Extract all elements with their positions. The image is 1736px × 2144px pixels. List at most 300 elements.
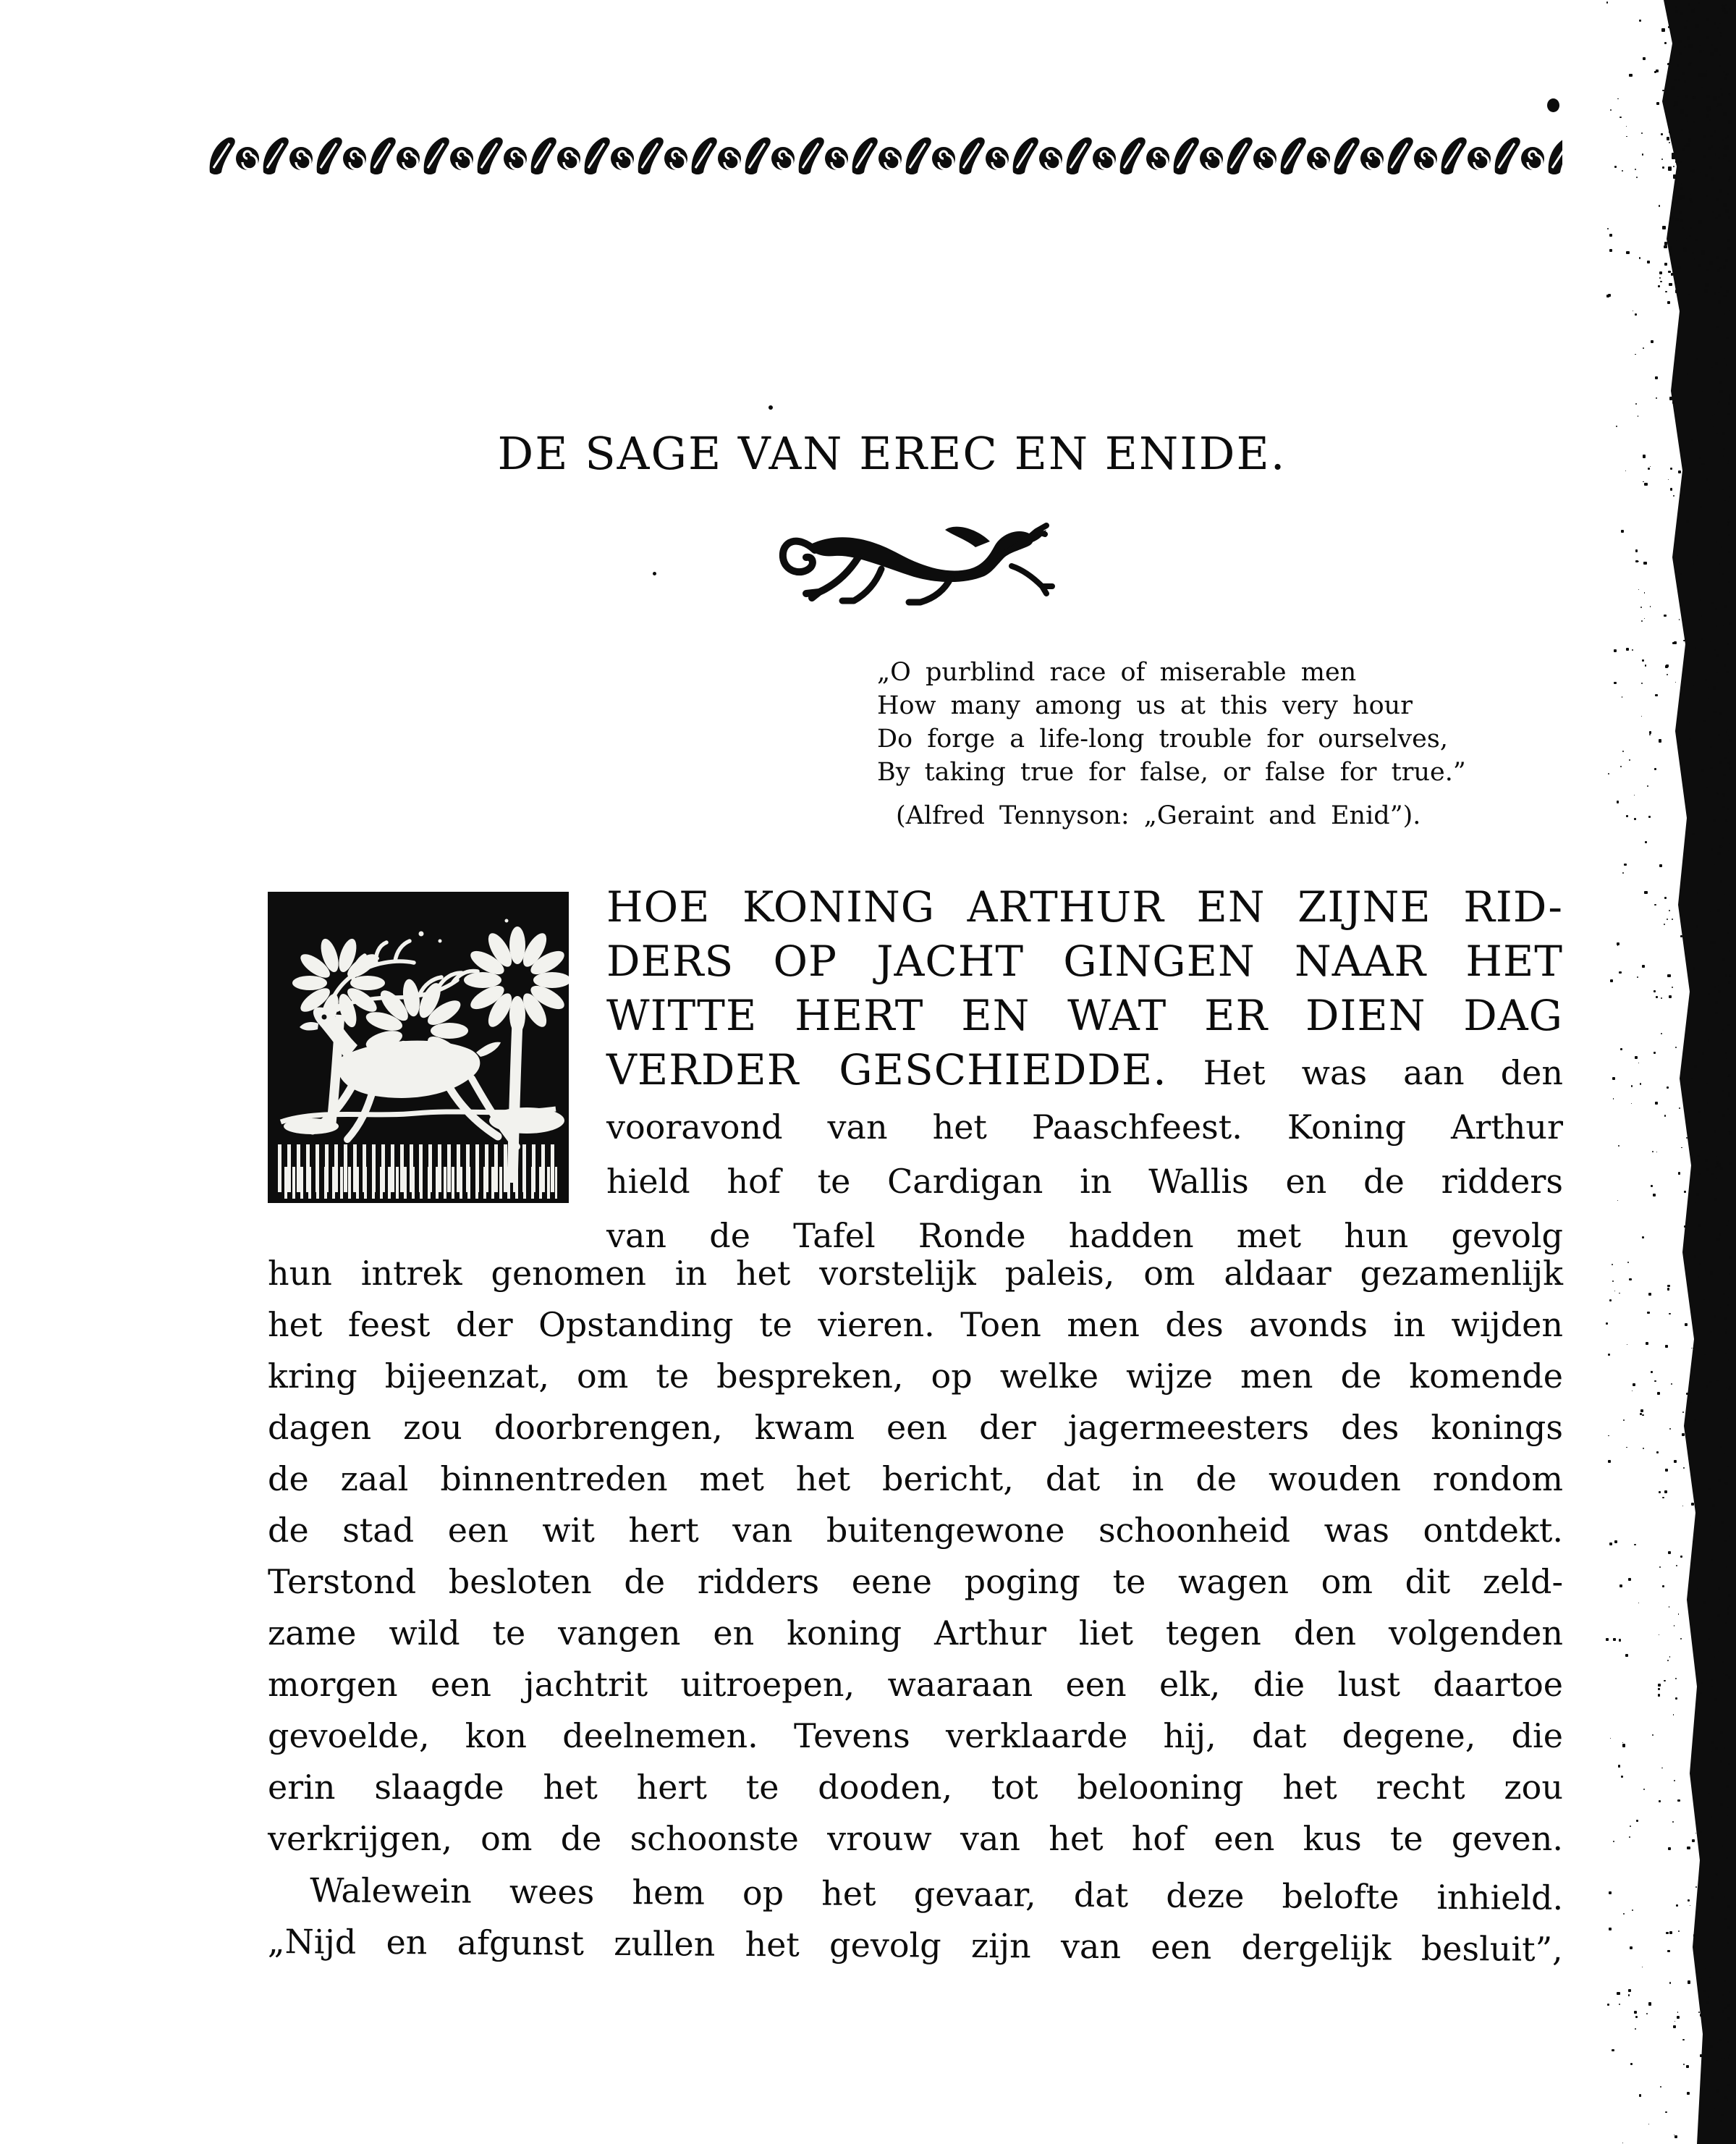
scan-noise-dot: [1727, 1108, 1729, 1110]
scan-noise-dot: [1668, 26, 1669, 28]
scan-noise-dot: [1693, 967, 1695, 970]
scan-noise-dot: [1700, 2014, 1703, 2017]
scan-noise-dot: [1609, 249, 1612, 252]
scan-noise-dot: [1623, 1419, 1625, 1421]
scan-noise-dot: [1725, 1482, 1728, 1485]
scan-noise-dot: [1682, 148, 1685, 151]
scan-noise-dot: [1639, 2094, 1642, 2097]
scan-noise-dot: [1706, 36, 1709, 39]
scan-noise-dot: [1722, 806, 1724, 808]
scan-noise-dot: [1673, 495, 1674, 497]
scan-noise-dot: [1670, 488, 1673, 491]
text-line: het feest der Opstanding te vieren. Toen men des avonds in wijden: [268, 1305, 1563, 1344]
scan-noise-dot: [1711, 1751, 1712, 1752]
scan-noise-dot: [1607, 2004, 1609, 2006]
scan-noise-dot: [1642, 659, 1644, 662]
scan-noise-dot: [1675, 218, 1680, 222]
scan-noise-dot: [1613, 1638, 1616, 1641]
scan-noise-dot: [1610, 1738, 1611, 1739]
scan-noise-dot: [1658, 1684, 1661, 1687]
scan-noise-dot: [1719, 1233, 1721, 1236]
scan-noise-dot: [1687, 373, 1688, 375]
scan-noise-dot: [1607, 228, 1609, 229]
scan-noise-dot: [1706, 18, 1709, 21]
scan-noise-dot: [1679, 211, 1682, 214]
scan-noise-dot: [1618, 1145, 1619, 1147]
scan-noise-dot: [1706, 1083, 1708, 1084]
scan-noise-dot: [1688, 3, 1690, 6]
scan-noise-dot: [1706, 2001, 1709, 2004]
scan-noise-dot: [1698, 264, 1701, 267]
scan-noise-dot: [1694, 1065, 1697, 1068]
scan-noise-dot: [1724, 664, 1726, 667]
scan-noise-dot: [1694, 1255, 1697, 1258]
scan-noise-dot: [1724, 11, 1728, 15]
scan-noise-dot: [1654, 1380, 1656, 1382]
scan-noise-dot: [1724, 1317, 1727, 1320]
scan-noise-dot: [1729, 394, 1731, 397]
scan-noise-dot: [1728, 402, 1730, 405]
scan-noise-dot: [1691, 1156, 1694, 1159]
scan-noise-dot: [1658, 1688, 1660, 1690]
scan-noise-dot: [1717, 269, 1720, 272]
scan-noise-dot: [1703, 73, 1707, 77]
scan-noise-dot: [1657, 1392, 1660, 1395]
scan-noise-dot: [1621, 1776, 1623, 1778]
scan-noise-dot: [1724, 77, 1727, 79]
scan-noise-dot: [1625, 1654, 1628, 1657]
scan-noise-dot: [1643, 481, 1644, 483]
scan-noise-dot: [1683, 640, 1685, 642]
scan-noise-dot: [1727, 463, 1729, 464]
scan-noise-dot: [1722, 1029, 1724, 1031]
scan-noise-dot: [1716, 256, 1718, 258]
scroll-frieze-ornament: [208, 135, 1562, 177]
scan-noise-dot: [1701, 638, 1703, 640]
scan-noise-dot: [1720, 32, 1722, 34]
scan-noise-dot: [1609, 234, 1612, 237]
scan-noise-dot: [1718, 214, 1721, 216]
scan-noise-dot: [1723, 774, 1726, 777]
scan-noise-dot: [1705, 1390, 1706, 1391]
scan-noise-dot: [1695, 1202, 1696, 1203]
scan-noise-dot: [1638, 561, 1639, 562]
scan-noise-dot: [1667, 301, 1670, 304]
scan-noise-dot: [1715, 153, 1717, 156]
scan-noise-dot: [1729, 904, 1730, 906]
scan-noise-dot: [1697, 892, 1698, 894]
scan-noise-dot: [1678, 1172, 1680, 1174]
scan-noise-dot: [1703, 1990, 1705, 1992]
scan-noise-dot: [1683, 2064, 1685, 2065]
scan-noise-dot: [1725, 259, 1728, 262]
scan-noise-dot: [1729, 622, 1732, 625]
scan-noise-dot: [1728, 521, 1730, 523]
scan-noise-dot: [1622, 751, 1624, 752]
scan-noise-dot: [1705, 1159, 1708, 1162]
scan-noise-dot: [1723, 203, 1727, 206]
scan-noise-dot: [1659, 271, 1662, 274]
scan-noise-dot: [1609, 1891, 1612, 1894]
scan-noise-dot: [1727, 193, 1729, 195]
scan-noise-dot: [1724, 145, 1729, 150]
scan-noise-dot: [1722, 1114, 1725, 1117]
scan-noise-dot: [1729, 496, 1731, 498]
scan-noise-dot: [1617, 98, 1619, 100]
scan-noise-dot: [1653, 1194, 1656, 1196]
scan-noise-dot: [1656, 69, 1659, 72]
scan-noise-dot: [1723, 625, 1724, 626]
scan-noise-dot: [1651, 1371, 1653, 1373]
scan-noise-dot: [1706, 1141, 1707, 1143]
scan-noise-dot: [1687, 2092, 1690, 2095]
scan-noise-dot: [1628, 1578, 1630, 1580]
scan-noise-dot: [1714, 1698, 1717, 1701]
scan-noise-dot: [1710, 1271, 1713, 1274]
scan-noise-dot: [1666, 1932, 1669, 1935]
scan-noise-dot: [1630, 1946, 1633, 1949]
scan-noise-dot: [1727, 1942, 1729, 1943]
scan-noise-dot: [1669, 1982, 1671, 1983]
scan-noise-dot: [1727, 1926, 1730, 1929]
scan-noise-dot: [1684, 464, 1687, 467]
scan-noise-dot: [1729, 8, 1731, 10]
scan-noise-dot: [1675, 1697, 1677, 1700]
scan-noise-dot: [1667, 137, 1669, 140]
scan-noise-dot: [1711, 177, 1715, 181]
scan-noise-dot: [1729, 739, 1732, 742]
scan-noise-dot: [1727, 1612, 1730, 1615]
scan-noise-dot: [1639, 20, 1641, 22]
scan-noise-dot: [1648, 2002, 1651, 2005]
epigraph-attribution: (Alfred Tennyson: „Geraint and Enid”).: [896, 801, 1421, 830]
scan-noise-dot: [1698, 73, 1703, 77]
scan-noise-dot: [1675, 6, 1677, 8]
scan-noise-dot: [1659, 739, 1661, 742]
scan-noise-dot: [1724, 1918, 1727, 1920]
scan-noise-dot: [1638, 415, 1639, 417]
scan-noise-dot: [1719, 189, 1722, 193]
scan-noise-dot: [1641, 716, 1642, 717]
scan-noise-dot: [1662, 1497, 1664, 1499]
scan-noise-dot: [1725, 1052, 1727, 1054]
scan-noise-dot: [1701, 463, 1704, 465]
scan-noise-dot: [1673, 166, 1674, 167]
scan-noise-dot: [1665, 2111, 1667, 2113]
scan-noise-dot: [1727, 1807, 1729, 1808]
scan-noise-dot: [1661, 1033, 1662, 1034]
scan-noise-dot: [1695, 239, 1698, 241]
scan-noise-dot: [1698, 220, 1701, 224]
scan-noise-dot: [1714, 1130, 1716, 1132]
text-line: morgen een jachtrit uitroepen, waaraan een elk, die lust daartoe: [268, 1665, 1563, 1704]
scan-noise-dot: [1723, 148, 1724, 149]
scan-noise-dot: [1692, 1749, 1693, 1750]
scan-noise-dot: [1713, 819, 1716, 822]
scan-noise-dot: [1696, 925, 1698, 927]
scan-noise-dot: [1675, 290, 1679, 293]
scan-noise-dot: [1710, 767, 1712, 769]
scan-noise-dot: [1727, 1418, 1728, 1419]
scan-noise-dot: [1718, 96, 1720, 98]
text-line: van de Tafel Ronde hadden met hun gevolg: [606, 1216, 1563, 1255]
scan-noise-dot: [1724, 605, 1727, 608]
scan-noise-dot: [1704, 1354, 1706, 1355]
scan-noise-dot: [1648, 468, 1650, 470]
scan-noise-dot: [1693, 563, 1694, 565]
scan-noise-dot: [1719, 54, 1722, 57]
scan-noise-dot: [1728, 1596, 1729, 1597]
scan-noise-dot: [1685, 1323, 1688, 1326]
scan-noise-dot: [1664, 1115, 1666, 1116]
scan-noise-dot: [1684, 80, 1686, 83]
scan-noise-dot: [1714, 1315, 1716, 1318]
scan-noise-dot: [1669, 1428, 1671, 1430]
epigraph-line: How many among us at this very hour: [877, 691, 1413, 720]
scan-noise-dot: [1650, 606, 1651, 607]
scan-noise-dot: [1622, 1744, 1625, 1747]
scan-noise-dot: [1709, 1977, 1711, 1978]
scan-noise-dot: [1692, 833, 1694, 835]
scan-noise-dot: [1725, 1622, 1727, 1624]
scan-noise-dot: [1713, 686, 1716, 689]
scan-noise-dot: [1722, 573, 1724, 574]
scan-noise-dot: [1727, 808, 1729, 810]
scan-noise-dot: [1619, 1584, 1622, 1587]
scan-noise-dot: [1709, 166, 1712, 169]
scan-noise-dot: [1606, 1322, 1608, 1325]
scan-noise-dot: [1622, 872, 1624, 874]
text-line: de stad een wit hert van buitengewone schoonheid was ontdekt.: [268, 1511, 1563, 1550]
scan-noise-dot: [1609, 1928, 1611, 1930]
scan-noise-dot: [1617, 945, 1618, 946]
scan-noise-dot: [1674, 101, 1678, 106]
scan-noise-dot: [1688, 63, 1690, 66]
scan-noise-dot: [1724, 1453, 1725, 1454]
scan-noise-dot: [1719, 761, 1722, 764]
scan-noise-dot: [1667, 1086, 1669, 1089]
scan-noise-dot: [1655, 694, 1658, 697]
scan-noise-dot: [1665, 665, 1668, 668]
scan-noise-dot: [1668, 1551, 1671, 1554]
scan-noise-dot: [1619, 971, 1622, 974]
scan-noise-dot: [1728, 981, 1731, 984]
scan-noise-dot: [1725, 209, 1729, 213]
scan-noise-dot: [1728, 1388, 1730, 1390]
scan-noise-dot: [1723, 795, 1725, 797]
scan-noise-dot: [1672, 216, 1674, 219]
scan-noise-dot: [1729, 767, 1732, 770]
scan-noise-dot: [1612, 1280, 1614, 1282]
scan-noise-dot: [1714, 1198, 1717, 1201]
scan-noise-dot: [1677, 266, 1680, 269]
scan-noise-dot: [1612, 1264, 1613, 1265]
scan-noise-dot: [1626, 1447, 1627, 1448]
scan-noise-dot: [1635, 1056, 1638, 1059]
scan-noise-dot: [1619, 2004, 1621, 2006]
scan-noise-dot: [1696, 1960, 1699, 1963]
scan-noise-dot: [1703, 155, 1706, 158]
scan-noise-dot: [1720, 880, 1723, 883]
scan-noise-dot: [1695, 1810, 1697, 1811]
scan-noise-dot: [1632, 1909, 1633, 1911]
scan-noise-dot: [1709, 261, 1713, 265]
scan-noise-dot: [1664, 263, 1668, 266]
scan-noise-dot: [1729, 761, 1732, 764]
scan-noise-dot: [1690, 201, 1693, 203]
scan-noise-dot: [1683, 248, 1686, 251]
scan-noise-dot: [1722, 793, 1724, 795]
scan-noise-dot: [1643, 455, 1646, 457]
running-hound-ornament: [773, 512, 1055, 608]
text-line: zame wild te vangen en koning Arthur liet tegen den volgenden: [268, 1613, 1563, 1653]
scan-noise-dot: [1714, 130, 1716, 133]
scan-noise-dot: [1625, 470, 1626, 471]
scan-noise-dot: [1677, 2016, 1680, 2019]
scan-noise-dot: [1655, 1102, 1658, 1105]
scan-noise-dot: [1717, 1614, 1720, 1617]
scan-noise-dot: [1698, 1173, 1701, 1175]
scan-noise-dot: [1682, 72, 1685, 75]
scan-noise-dot: [1718, 300, 1722, 304]
scan-noise-dot: [1701, 1682, 1703, 1685]
scan-noise-dot: [1704, 289, 1709, 293]
scan-noise-dot: [1614, 1540, 1617, 1543]
scan-noise-dot: [1619, 1639, 1621, 1641]
scan-noise-dot: [1629, 1836, 1630, 1838]
scan-noise-dot: [1609, 1542, 1612, 1545]
text-line: de zaal binnentreden met het bericht, dat in de wouden rondom: [268, 1459, 1563, 1498]
scan-noise-dot: [1711, 145, 1713, 148]
scan-noise-dot: [1672, 1821, 1674, 1823]
scan-noise-dot: [1727, 247, 1731, 250]
scan-noise-dot: [1727, 524, 1729, 527]
scan-noise-dot: [1608, 1354, 1610, 1356]
scan-noise-dot: [1662, 1585, 1664, 1587]
scan-noise-dot: [1654, 768, 1656, 769]
scan-noise-dot: [1678, 1613, 1679, 1614]
scan-noise-dot: [1724, 757, 1726, 759]
scan-noise-dot: [1673, 2025, 1676, 2028]
scan-noise-dot: [1606, 1, 1609, 4]
text-line: kring bijeenzat, om te bespreken, op welke wijze men de komende: [268, 1356, 1563, 1396]
scan-noise-dot: [1720, 1731, 1723, 1734]
scan-noise-dot: [1709, 1381, 1712, 1384]
scan-noise-dot: [1714, 414, 1715, 415]
scan-noise-dot: [1612, 2049, 1614, 2051]
scan-noise-dot: [1698, 1224, 1701, 1227]
scan-noise-dot: [1717, 1350, 1719, 1351]
scan-noise-dot: [1724, 2096, 1727, 2099]
epigraph-line: Do forge a life-long trouble for ourselves,: [877, 725, 1448, 754]
scan-noise-dot: [1684, 853, 1686, 855]
scan-noise-dot: [1715, 1166, 1716, 1168]
scan-noise-dot: [1673, 1714, 1674, 1715]
scan-noise-dot: [1617, 1200, 1618, 1201]
scan-noise-dot: [1719, 381, 1722, 384]
scan-noise-dot: [1723, 295, 1726, 297]
scan-noise-dot: [1721, 1521, 1724, 1524]
scan-noise-dot: [1634, 2011, 1637, 2014]
scan-noise-dot: [1633, 1383, 1635, 1386]
scan-noise-dot: [1706, 478, 1708, 481]
scan-noise-dot: [1652, 1151, 1654, 1152]
scan-noise-dot: [1715, 362, 1718, 365]
scan-noise-dot: [1649, 734, 1651, 735]
scan-noise-dot: [1710, 1331, 1712, 1333]
scan-noise-dot: [1658, 285, 1660, 287]
scan-noise-dot: [1624, 864, 1626, 866]
scan-noise-dot: [1632, 1390, 1633, 1391]
scan-noise-dot: [1643, 1789, 1645, 1790]
scan-noise-dot: [1687, 1847, 1690, 1849]
scan-noise-dot: [1714, 986, 1716, 988]
scan-noise-dot: [1668, 271, 1670, 273]
scan-noise-dot: [1684, 1225, 1686, 1228]
scan-noise-dot: [1710, 941, 1713, 944]
scan-noise-dot: [1678, 470, 1681, 473]
scan-noise-dot: [1688, 44, 1693, 48]
scan-noise-dot: [1665, 1469, 1668, 1472]
scan-noise-dot: [1678, 1930, 1680, 1932]
scan-noise-dot: [1718, 401, 1720, 403]
scan-noise-dot: [1677, 96, 1679, 97]
scan-noise-dot: [1686, 143, 1690, 147]
scan-noise-dot: [1715, 1012, 1718, 1015]
scan-noise-dot: [1727, 1905, 1730, 1908]
scan-noise-dot: [1728, 581, 1730, 583]
scan-noise-dot: [1728, 551, 1731, 554]
scan-noise-dot: [1720, 1803, 1722, 1805]
scan-noise-dot: [1610, 109, 1612, 111]
scan-noise-dot: [1651, 1185, 1653, 1187]
scan-noise-dot: [1705, 174, 1707, 177]
scan-noise-dot: [1618, 1765, 1620, 1767]
scan-noise-dot: [1728, 120, 1732, 124]
closing-paragraph: [268, 1865, 1564, 1975]
scan-noise-dot: [1610, 979, 1613, 982]
scan-noise-dot: [1632, 649, 1633, 651]
scan-noise-dot: [1716, 541, 1717, 543]
scan-noise-dot: [1678, 40, 1682, 43]
scan-noise-dot: [1727, 1024, 1730, 1026]
scan-noise-dot: [1686, 2065, 1689, 2068]
scan-noise-dot: [1728, 735, 1729, 736]
scan-noise-dot: [1676, 1565, 1677, 1566]
scan-noise-dot: [1727, 932, 1729, 934]
scan-noise-dot: [1719, 390, 1722, 393]
scan-noise-dot: [1706, 195, 1708, 197]
scan-noise-dot: [1678, 195, 1682, 200]
scan-noise-dot: [1701, 250, 1705, 255]
scan-noise-dot: [1692, 252, 1694, 254]
scan-noise-dot: [1629, 1278, 1632, 1281]
scan-noise-dot: [1642, 965, 1645, 968]
scan-noise-dot: [1719, 712, 1722, 715]
scan-noise-dot: [1726, 290, 1729, 293]
scan-noise-dot: [1626, 648, 1629, 651]
scan-noise-dot: [1695, 24, 1699, 28]
scan-noise-dot: [1711, 1741, 1714, 1744]
scan-noise-dot: [1659, 277, 1661, 279]
scan-noise-dot: [1698, 2012, 1700, 2013]
scan-noise-dot: [1727, 1466, 1729, 1468]
scan-noise-dot: [1710, 52, 1714, 56]
scan-noise-dot: [1631, 1085, 1633, 1087]
scan-noise-dot: [1660, 2086, 1661, 2088]
scan-noise-dot: [1708, 993, 1710, 995]
ink-speck: [653, 572, 656, 575]
